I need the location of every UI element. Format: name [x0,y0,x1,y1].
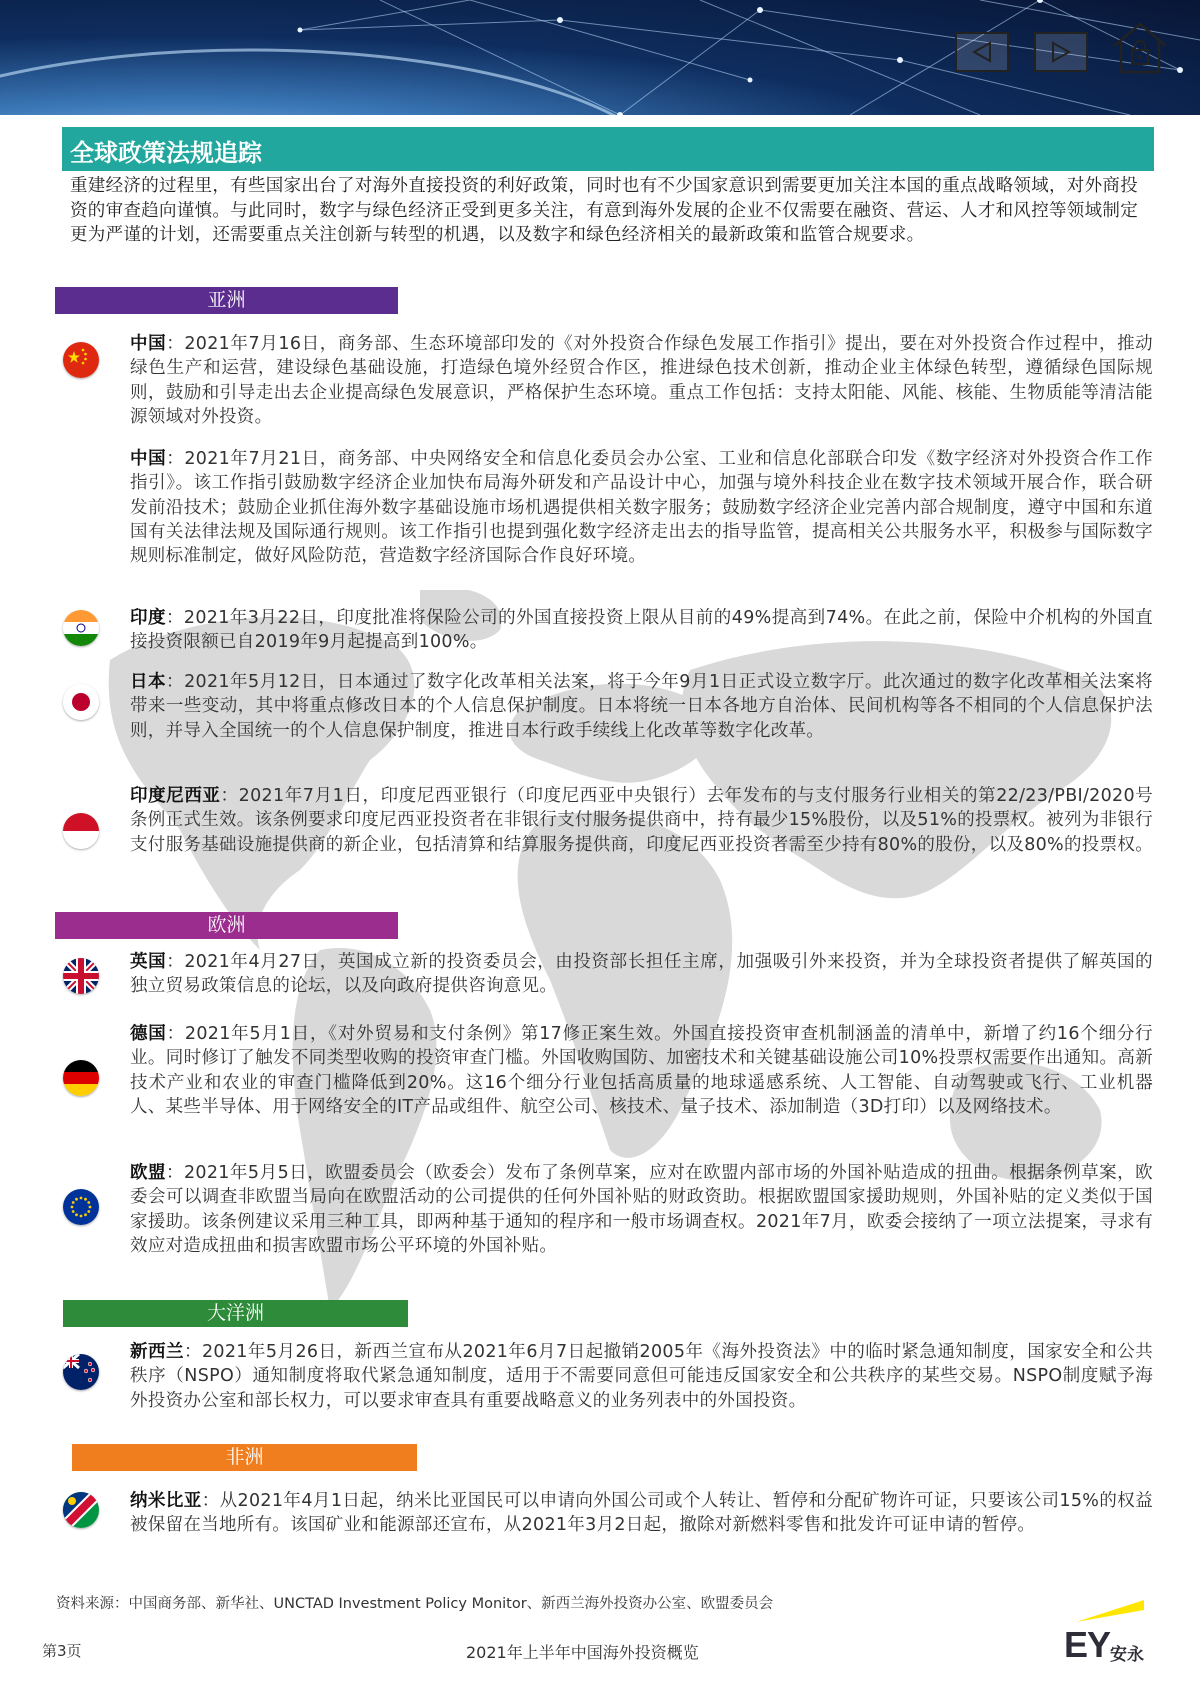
entry-text: ：2021年7月21日，商务部、中央网络安全和信息化委员会办公室、工业和信息化部联合印发《数字经济对外投资合作工作指引》。该工作指引鼓励数字经济企业加快布局海外研发和产品设计中心，加强与境外科技企业在数字技术领域开展合作，联合研发前沿技术；鼓励企业抓住海外数字基础设施市场机遇提供相关数字服务；鼓励数字经济企业完善内部合规制度，遵守中国和东道国有关法律法规及国际通行规则。该工作指引也提到强化数字经济走出去的指导监管，提高相关公共服务水平，积极参与国际数字规则标准制定，做好风险防范，营造数字经济国际合作良好环境。 [130,449,1153,567]
logo-chinese: 安永 [1110,1645,1144,1665]
uk-flag-icon [63,958,99,994]
country-name: 新西兰 [130,1342,184,1362]
country-name: 英国 [130,952,167,972]
entry-text: ：2021年5月12日，日本通过了数字化改革相关法案，将于今年9月1日正式设立数字厅。此次通过的数字化改革相关法案将带来一些变动，其中将重点修改日本的个人信息保护制度。日本将统一日本各地方自治体、民间机构等各不相同的个人信息保护法则，并导入全国统一的个人信息保护制度，推进日本行政手续线上化改革等数字化改革。 [130,672,1153,741]
next-page-button[interactable] [1034,32,1088,72]
policy-entry-china-digital [130,447,1153,568]
policy-entry-uk [130,950,1153,999]
entry-text: ：2021年7月16日，商务部、生态环境部印发的《对外投资合作绿色发展工作指引》提出，要在对外投资合作过程中，推动绿色生产和运营，建设绿色基础设施，打造绿色境外经贸合作区，推进绿色技术创新，推动企业主体绿色转型，遵循绿色国际规则，鼓励和引导走出去企业提高绿色发展意识，严格保护生态环境。重点工作包括：支持太阳能、风能、核能、生物质能等清洁能源领域对外投资。 [130,334,1153,427]
policy-entry-india [130,606,1153,655]
policy-entry-eu [130,1161,1153,1258]
policy-entry-germany [130,1022,1153,1119]
home-button[interactable] [1108,20,1172,76]
namibia-flag-icon [63,1492,99,1528]
entry-text: ：2021年7月1日，印度尼西亚银行（印度尼西亚中央银行）去年发布的与支付服务行业相关的第22/23/PBI/2020号条例正式生效。该条例要求印度尼西亚投资者在非银行支付服务提供商中，持有最少15%股份，以及51%的投票权。被列为非银行支付服务基础设施提供商的新企业，包括清算和结算服务提供商，印度尼西亚投资者需至少持有80%的股份，以及80%的投票权。 [130,786,1154,855]
country-name: 日本 [130,672,167,692]
page-number: 第3页 [42,1642,82,1660]
indonesia-flag-icon [63,813,99,849]
eu-flag-icon [63,1189,99,1225]
china-flag-icon [63,342,99,378]
country-name: 欧盟 [130,1163,166,1183]
triangle-right-icon [1049,40,1073,64]
section-title-bar [62,127,1154,171]
country-name: 中国 [130,449,167,469]
entry-text: ：2021年4月27日，英国成立新的投资委员会，由投资部长担任主席，加强吸引外来投资，并为全球投资者提供了解英国的独立贸易政策信息的论坛，以及向政府提供咨询意见。 [130,952,1153,997]
country-name: 印度 [130,608,166,628]
triangle-left-icon [970,40,994,64]
region-label-oceania: 大洋洲 [63,1300,408,1327]
ey-beam-icon [1058,1596,1144,1626]
home-lock-icon [1108,20,1172,76]
policy-entry-japan [130,670,1153,743]
country-name: 印度尼西亚 [130,786,221,806]
page-title: 全球政策法规追踪 [70,139,262,167]
region-label-africa: 非洲 [72,1444,417,1471]
logo-mark: EY [1064,1624,1111,1665]
region-label-asia: 亚洲 [55,287,398,314]
entry-text: ：2021年5月5日，欧盟委员会（欧委会）发布了条例草案，应对在欧盟内部市场的外国补贴造成的扭曲。根据条例草案，欧委会可以调查非欧盟当局向在欧盟活动的公司提供的任何外国补贴的财政资助。根据欧盟国家援助规则，外国补贴的定义类似于国家援助。该条例建议采用三种工具，即两种基于通知的程序和一般市场调查权。2021年7月，欧委会接纳了一项立法提案，寻求有效应对造成扭曲和损害欧盟市场公平环境的外国补贴。 [130,1163,1153,1256]
new-zealand-flag-icon [63,1354,99,1390]
network-decoration [0,0,1200,115]
policy-entry-new-zealand [130,1340,1153,1413]
ey-logo [1058,1596,1144,1668]
policy-entry-indonesia [130,784,1153,857]
source-note: 资料来源：中国商务部、新华社、UNCTAD Investment Policy Monitor、新西兰海外投资办公室、欧盟委员会 [56,1596,774,1612]
entry-text: ：2021年5月26日，新西兰宣布从2021年6月7日起撤销2005年《海外投资法》中的临时紧急通知制度，国家安全和公共秩序（NSPO）通知制度将取代紧急通知制度，适用于不需要同意但可能违反国家安全和公共秩序的某些交易。NSPO制度赋予海外投资办公室和部长权力，可以要求审查具有重要战略意义的业务列表中的外国投资。 [130,1342,1153,1411]
intro-paragraph: 重建经济的过程里，有些国家出台了对海外直接投资的利好政策，同时也有不少国家意识到需要更加关注本国的重点战略领域，对外商投资的审查趋向谨慎。与此同时，数字与绿色经济正受到更多关注，有意到海外发展的企业不仅需要在融资、营运、人才和风控等领域制定更为严谨的计划，还需要重点关注创新与转型的机遇，以及数字和绿色经济相关的最新政策和监管合规要求。 [70,176,1138,246]
previous-page-button[interactable] [955,32,1009,72]
entry-text: ：从2021年4月1日起，纳米比亚国民可以申请向外国公司或个人转让、暂停和分配矿物许可证，只要该公司15%的权益被保留在当地所有。该国矿业和能源部还宣布，从2021年3月2日起，撤除对新燃料零售和批发许可证申请的暂停。 [130,1491,1153,1536]
india-flag-icon [63,610,99,646]
entry-text: ：2021年3月22日，印度批准将保险公司的外国直接投资上限从目前的49%提高到74%。在此之前，保险中介机构的外国直接投资限额已自2019年9月起提高到100%。 [130,608,1153,653]
japan-flag-icon [63,684,99,720]
policy-entry-namibia [130,1489,1153,1538]
country-name: 纳米比亚 [130,1491,202,1511]
country-name: 中国 [130,334,167,354]
report-title: 2021年上半年中国海外投资概览 [466,1643,699,1662]
region-label-europe: 欧洲 [55,912,398,939]
policy-entry-china-green [130,332,1153,429]
country-name: 德国 [130,1024,167,1044]
header-banner [0,0,1200,115]
entry-text: ：2021年5月1日，《对外贸易和支付条例》第17修正案生效。外国直接投资审查机制涵盖的清单中，新增了约16个细分行业。同时修订了触发不同类型收购的投资审查门槛。外国收购国防、加密技术和关键基础设施公司10%投票权需要作出通知。高新技术产业和农业的审查门槛降低到20%。这16个细分行业包括高质量的地球遥感系统、人工智能、自动驾驶或飞行、工业机器人、某些半导体、用于网络安全的IT产品或组件、航空公司、核技术、量子技术、添加制造（3D打印）以及网络技术。 [130,1024,1153,1117]
germany-flag-icon [63,1060,99,1096]
